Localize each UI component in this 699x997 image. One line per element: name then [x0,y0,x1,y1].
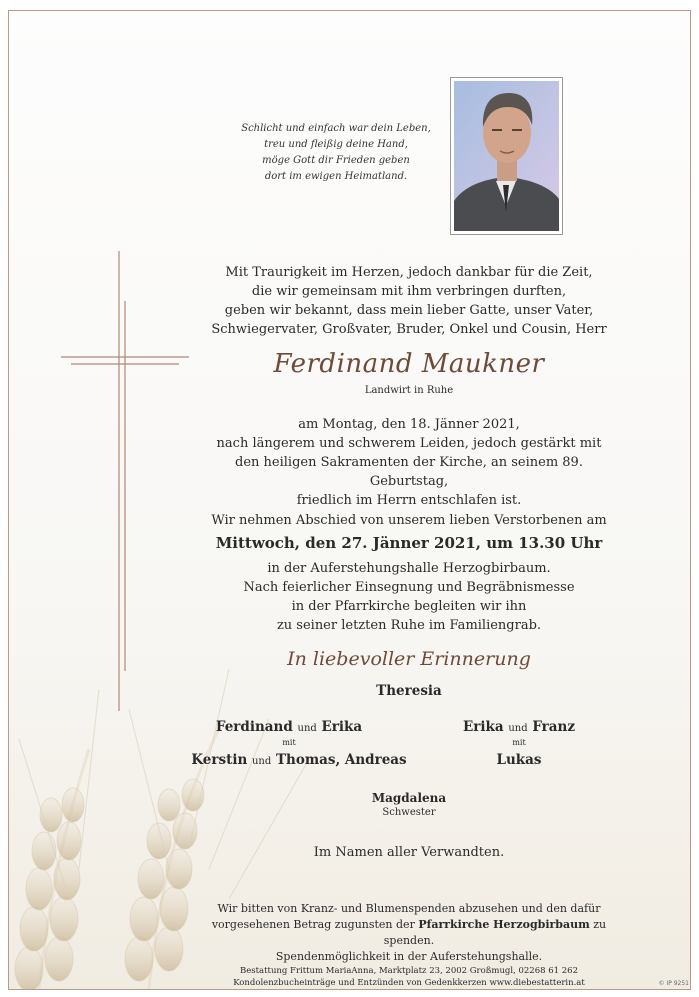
with-connector: mit [282,738,296,747]
family-right-child: Lukas [496,752,542,768]
undertaker-footer [189,965,629,989]
cross-decoration [61,251,189,711]
family-member: Kerstin [191,752,248,768]
death-line: den heiligen Sakramenten der Kirche, an seinem 89. Geburtstag, [235,455,583,489]
intro-line: Schwiegervater, Großvater, Bruder, Onkel und Cousin, Herr [211,322,607,337]
memorial-poem [231,121,441,185]
death-line: nach längerem und schwerem Leiden, jedoch gestärkt mit [216,436,602,451]
deceased-name: Ferdinand Maukner [273,349,545,379]
request-text: vorgesehenen Betrag zugunsten der [211,918,419,931]
family-left-parents [159,719,419,735]
deceased-occupation: Landwirt in Ruhe [364,385,454,396]
announcement-intro [199,263,619,339]
farewell-intro: Wir nehmen Abschied von unserem lieben Verstorbenen am [211,513,607,528]
poem-line: möge Gott dir Frieden geben [262,155,410,166]
footer-line: Kondolenzbucheinträge und Entzünden von Gedenkkerzen www.diebestatterin.at [233,978,585,988]
poem-line: treu und fleißig deine Hand, [264,139,408,150]
donation-request [189,901,629,965]
death-line: am Montag, den 18. Jänner 2021, [298,417,520,432]
and-connector: und [508,723,528,734]
poem-line: Schlicht und einfach war dein Leben, [241,123,431,134]
family-right-parents [429,719,609,735]
closing-line: Im Namen aller Verwandten. [313,845,505,860]
funeral-line: zu seiner letzten Ruhe im Familiengrab. [276,618,542,633]
and-connector: und [297,723,317,734]
footer-line: Bestattung Frittum MariaAnna, Marktplatz 23, 2002 Großmugl, 02268 61 262 [240,966,578,976]
family-left-children [159,752,439,768]
request-line [189,917,629,949]
request-line: Spendenmöglichkeit in der Auferstehungshalle. [275,950,543,963]
family-member: Ferdinand [215,719,293,735]
request-line: Wir bitten von Kranz- und Blumenspenden abzusehen und den dafür [217,902,601,915]
family-member: Erika [321,719,363,735]
memory-heading: In liebevoller Erinnerung [287,648,531,670]
request-text: zu spenden. [383,918,607,947]
and-connector: und [251,756,272,767]
spouse-name: Theresia [376,683,442,699]
funeral-details [199,559,619,635]
poem-line: dort im ewigen Heimatland. [264,171,408,182]
portrait-photo [450,77,563,235]
print-code: © IP 9251 [658,980,689,987]
sister-name: Magdalena [371,791,447,805]
funeral-line: in der Pfarrkirche begleiten wir ihn [291,599,527,614]
family-member: Thomas, Andreas [275,752,407,768]
funeral-line: Nach feierlicher Einsegnung und Begräbnismesse [243,580,575,595]
family-member: Erika [462,719,504,735]
with-connector: mit [512,738,526,747]
death-line: friedlich im Herrn entschlafen ist. [296,493,522,508]
intro-line: Mit Traurigkeit im Herzen, jedoch dankbar für die Zeit, [225,265,593,280]
intro-line: die wir gemeinsam mit ihm verbringen durften, [251,284,567,299]
intro-line: geben wir bekannt, dass mein lieber Gatte, unser Vater, [224,303,594,318]
death-notice [199,415,619,510]
parte-card [8,10,691,990]
sister-role: Schwester [382,807,436,818]
funeral-line: in der Auferstehungshalle Herzogbirbaum. [267,561,551,576]
family-member: Franz [532,719,576,735]
church-name: Pfarrkirche Herzogbirbaum [418,918,590,931]
funeral-date: Mittwoch, den 27. Jänner 2021, um 13.30 Uhr [215,534,603,552]
portrait-image [454,81,559,231]
